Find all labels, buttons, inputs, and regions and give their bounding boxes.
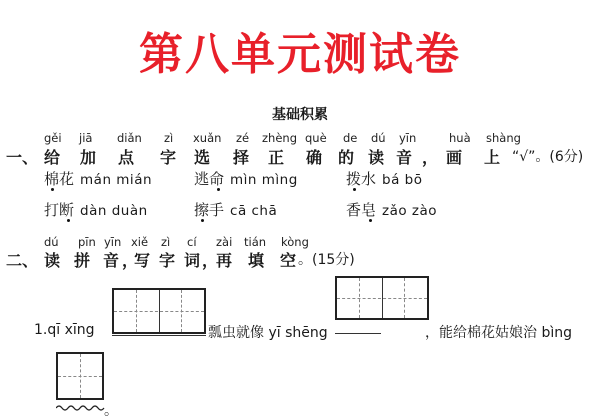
pinyin-options[interactable]: dàn duàn bbox=[80, 203, 148, 219]
pinyin-options[interactable]: cā chā bbox=[230, 203, 278, 219]
pinyin: zì bbox=[164, 131, 174, 145]
pinyin: shàng bbox=[486, 131, 521, 145]
section1-chars bbox=[0, 145, 600, 165]
char: 读 bbox=[368, 148, 385, 167]
emphasis-dot bbox=[67, 219, 70, 222]
pinyin: huà bbox=[449, 131, 471, 145]
item-word: 擦手 bbox=[194, 201, 225, 219]
grid-guide bbox=[181, 290, 182, 332]
wavy-underline bbox=[56, 404, 106, 412]
q1-end: ，能给棉花姑娘治 bìng bbox=[425, 325, 572, 341]
writing-grid[interactable] bbox=[335, 276, 429, 320]
question-tail: 。(15分) bbox=[298, 252, 355, 268]
q1-middle: 瓢虫就像 yī shēng bbox=[208, 325, 328, 341]
pinyin: tián bbox=[244, 235, 267, 249]
char: ， bbox=[202, 251, 219, 270]
pinyin: diǎn bbox=[117, 131, 142, 145]
section1-pinyin-row bbox=[0, 131, 600, 145]
pinyin: gěi bbox=[44, 131, 62, 145]
emphasis-dot bbox=[353, 188, 356, 191]
pinyin-choice-item bbox=[44, 199, 148, 220]
char: 正 bbox=[268, 148, 285, 167]
char: 的 bbox=[338, 148, 355, 167]
writing-grid[interactable] bbox=[56, 352, 104, 400]
pinyin: de bbox=[343, 131, 358, 145]
pinyin-choice-item bbox=[44, 168, 152, 189]
section2-chars bbox=[0, 248, 600, 268]
char: ， bbox=[122, 251, 139, 270]
char: 上 bbox=[484, 148, 501, 167]
char: 点 bbox=[118, 148, 135, 167]
char: 字 bbox=[159, 251, 176, 270]
emphasis-dot bbox=[201, 219, 204, 222]
q1-period: 。 bbox=[104, 403, 118, 419]
pinyin: jiā bbox=[79, 131, 93, 145]
pinyin: xiě bbox=[131, 235, 149, 249]
item-word: 打断 bbox=[44, 201, 75, 219]
pinyin: xuǎn bbox=[193, 131, 222, 145]
section-number: 二、 bbox=[6, 251, 39, 270]
pinyin: pīn bbox=[78, 235, 96, 249]
pinyin-choice-item bbox=[194, 168, 298, 189]
pinyin-options[interactable]: zǎo zào bbox=[382, 203, 438, 219]
grid-guide bbox=[136, 290, 137, 332]
char: 词 bbox=[184, 251, 201, 270]
pinyin-options[interactable]: mán mián bbox=[80, 172, 153, 188]
pinyin: dú bbox=[371, 131, 386, 145]
char: 择 bbox=[233, 148, 250, 167]
char: 拼 bbox=[74, 251, 91, 270]
char: ， bbox=[422, 148, 439, 167]
char: 加 bbox=[80, 148, 97, 167]
grid-guide bbox=[404, 278, 405, 318]
emphasis-dot bbox=[369, 219, 372, 222]
pinyin-choice-item bbox=[194, 199, 277, 220]
emphasis-dot bbox=[217, 188, 220, 191]
grid-guide bbox=[359, 278, 360, 318]
char: 字 bbox=[160, 148, 177, 167]
page-title: 第八单元测试卷 bbox=[139, 29, 461, 80]
pinyin: dú bbox=[44, 235, 59, 249]
char: 给 bbox=[44, 148, 61, 167]
pinyin: zé bbox=[236, 131, 250, 145]
section-number: 一、 bbox=[6, 148, 39, 167]
char: 读 bbox=[44, 251, 61, 270]
item-word: 香皂 bbox=[346, 201, 377, 219]
section-subtitle: 基础积累 bbox=[272, 107, 328, 123]
pinyin-options[interactable]: mìn mìng bbox=[230, 172, 298, 188]
char: 音 bbox=[103, 251, 120, 270]
char: 音 bbox=[396, 148, 413, 167]
item-word: 逃命 bbox=[194, 170, 225, 188]
pinyin-options[interactable]: bá bō bbox=[382, 172, 423, 188]
char: 再 bbox=[216, 251, 233, 270]
pinyin-choice-item bbox=[346, 168, 422, 189]
pinyin: zhèng bbox=[262, 131, 297, 145]
pinyin-choice-item bbox=[346, 199, 437, 220]
item-word: 棉花 bbox=[44, 170, 75, 188]
answer-line bbox=[112, 335, 206, 336]
grid-guide bbox=[337, 298, 427, 299]
q1-prefix: 1.qī xīng bbox=[34, 322, 95, 338]
pinyin: kòng bbox=[281, 235, 309, 249]
pinyin: yīn bbox=[104, 235, 122, 249]
char: 空 bbox=[280, 251, 297, 270]
section2-pinyin-row bbox=[0, 235, 600, 249]
pinyin: yīn bbox=[399, 131, 417, 145]
item-word: 拨水 bbox=[346, 170, 377, 188]
grid-guide bbox=[114, 311, 204, 312]
answer-line bbox=[335, 333, 381, 334]
char: 填 bbox=[248, 251, 265, 270]
pinyin: què bbox=[305, 131, 327, 145]
pinyin: zài bbox=[216, 235, 233, 249]
grid-guide bbox=[80, 354, 81, 398]
writing-grid[interactable] bbox=[112, 288, 206, 334]
pinyin: zì bbox=[161, 235, 171, 249]
char: 确 bbox=[306, 148, 323, 167]
char: 选 bbox=[194, 148, 211, 167]
pinyin: cí bbox=[187, 235, 197, 249]
emphasis-dot bbox=[51, 188, 54, 191]
char: 画 bbox=[446, 148, 463, 167]
question-tail: “√”。(6分) bbox=[512, 149, 584, 165]
char: 写 bbox=[134, 251, 151, 270]
